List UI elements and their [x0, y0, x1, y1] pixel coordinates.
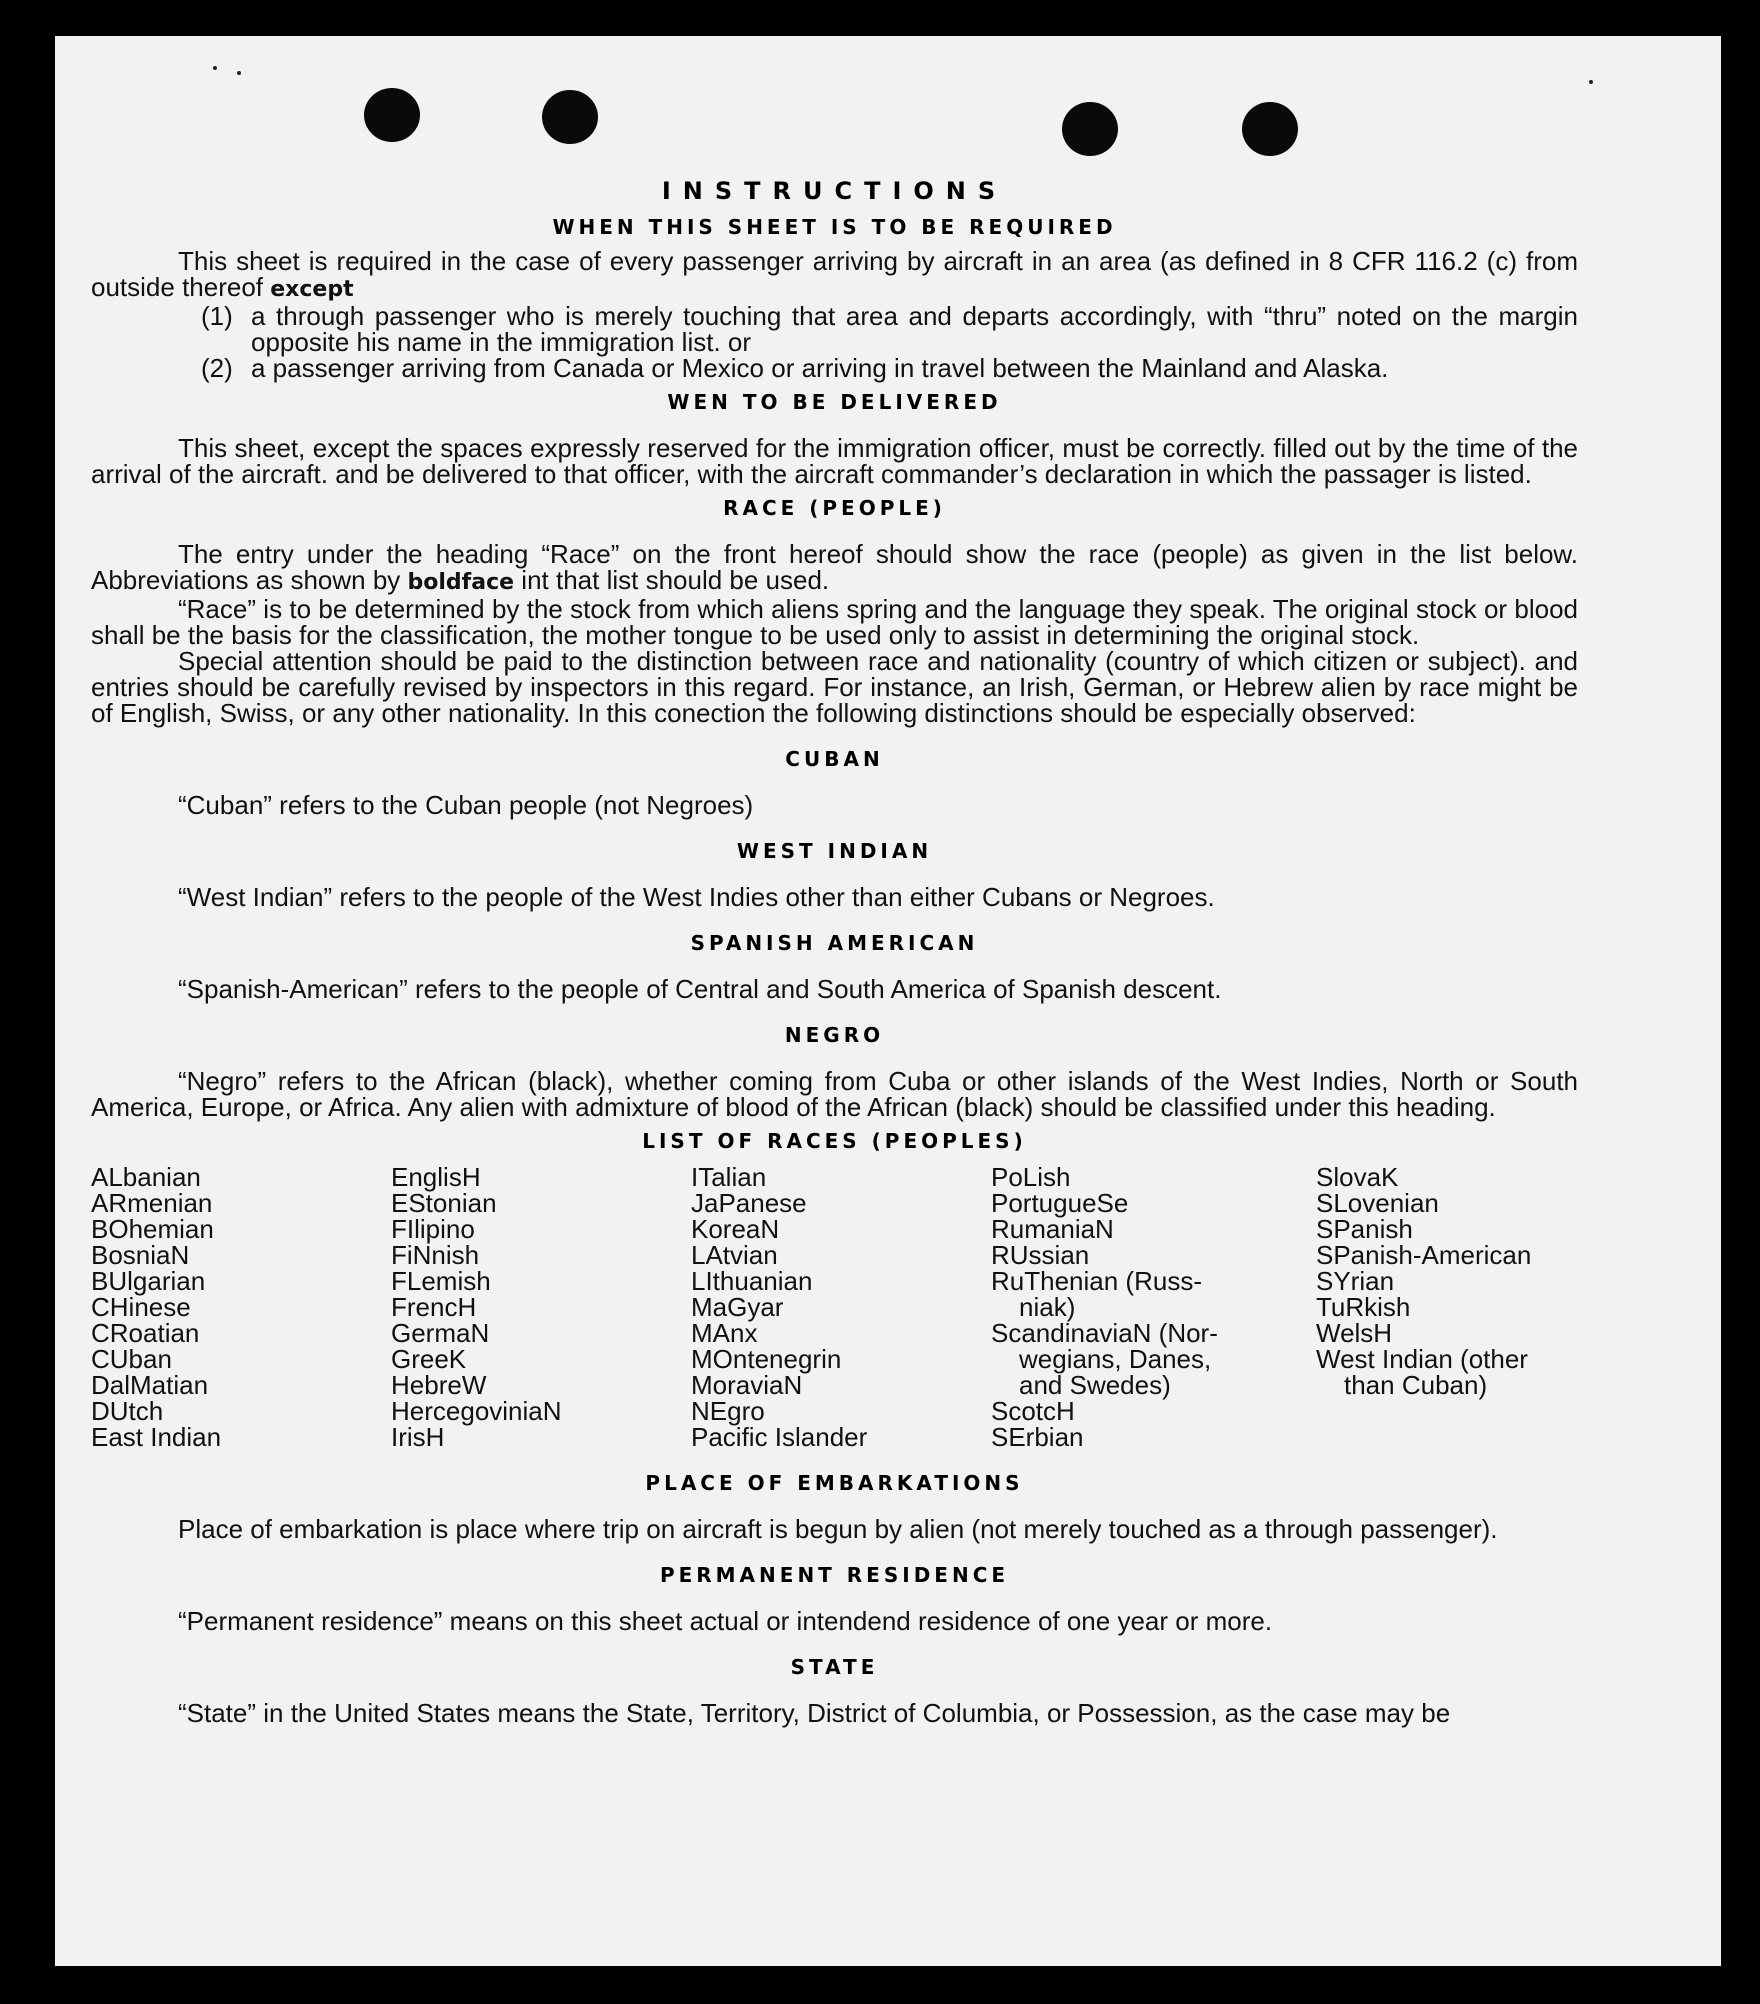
race-entry: SErbian — [991, 1422, 1084, 1452]
list-item — [91, 355, 1578, 381]
race-entry: SLovenian — [1316, 1188, 1439, 1218]
race-entry: Pacific Islander — [691, 1422, 868, 1452]
item-text: a through passenger who is merely touching that area and departs accordingly, with “thru” noted on the margin opposite his name in the immigration list. or — [251, 301, 1578, 357]
race-entry: HebreW — [391, 1370, 487, 1400]
delivered-text: This sheet, except the spaces expressly reserved for the immigration officer, must be correctly. filled out by the time of the arrival of the aircraft. and be delivered to that officer, with the aircraft commander’s declaration in which the passager is listed. — [91, 433, 1578, 489]
section-title-state: STATE — [790, 1655, 879, 1679]
race-entry: GreeK — [391, 1344, 467, 1374]
race-entry: ScotcH — [991, 1396, 1075, 1426]
race-entry: FiNnish — [391, 1240, 480, 1270]
punch-hole — [1242, 102, 1298, 156]
race-entry: TuRkish — [1316, 1292, 1411, 1322]
race-entry: KoreaN — [691, 1214, 780, 1244]
races-column — [91, 1164, 391, 1450]
embarkation-text: Place of embarkation is place where trip on aircraft is begun by alien (not merely touched as a through passenger). — [178, 1514, 1498, 1544]
item-number: (2) — [201, 353, 233, 383]
race-entry: ITalian — [691, 1162, 767, 1192]
race-p1-bold: boldface — [407, 570, 515, 595]
race-entry: RumaniaN — [991, 1214, 1114, 1244]
race-entry: WelsH — [1316, 1318, 1393, 1348]
list-item — [91, 303, 1578, 355]
race-entry: wegians, Danes, — [1019, 1344, 1212, 1374]
race-entry: BosniaN — [91, 1240, 190, 1270]
section-title-residence: PERMANENT RESIDENCE — [659, 1563, 1010, 1587]
punch-hole — [542, 90, 598, 144]
race-entry: ALbanian — [91, 1162, 201, 1192]
negro-text: “Negro” refers to the African (black), whether coming from Cuba or other islands of the West Indies, North or South America, Europe, or Africa. Any alien with admixture of blood of the African (black) should be classified under this heading. — [91, 1066, 1578, 1122]
race-entry: PoLish — [991, 1162, 1071, 1192]
section-title-west-indian: WEST INDIAN — [736, 839, 933, 863]
race-entry: MAnx — [691, 1318, 758, 1348]
race-entry: ARmenian — [91, 1188, 213, 1218]
punch-hole — [1062, 102, 1118, 156]
race-entry: East Indian — [91, 1422, 222, 1452]
speck — [213, 66, 217, 70]
race-entry: West Indian (other — [1316, 1344, 1528, 1374]
race-entry: PortugueSe — [991, 1188, 1129, 1218]
race-entry: FIlipino — [391, 1214, 475, 1244]
race-entry: CRoatian — [91, 1318, 200, 1348]
state-text: “State” in the United States means the State, Territory, District of Columbia, or Possession, as the case may be — [178, 1698, 1451, 1728]
item-number: (1) — [201, 301, 233, 331]
race-entry: BOhemian — [91, 1214, 214, 1244]
instructions-content — [91, 176, 1578, 1726]
section-title-races-list: LIST OF RACES (PEOPLES) — [642, 1129, 1027, 1153]
race-p1-text-b: int that list should be used. — [521, 565, 830, 595]
race-entry: IrisH — [391, 1422, 445, 1452]
required-intro — [91, 248, 1578, 303]
race-entry: JaPanese — [691, 1188, 807, 1218]
race-entry: EStonian — [391, 1188, 497, 1218]
race-entry: FLemish — [391, 1266, 491, 1296]
race-entry: MaGyar — [691, 1292, 784, 1322]
races-list — [91, 1164, 1578, 1450]
race-entry: niak) — [1019, 1292, 1076, 1322]
race-entry: ScandinaviaN (Nor- — [991, 1318, 1218, 1348]
race-entry: SlovaK — [1316, 1162, 1399, 1192]
section-title-cuban: CUBAN — [785, 747, 884, 771]
race-entry: EnglisH — [391, 1162, 481, 1192]
spanish-american-text: “Spanish-American” refers to the people of Central and South America of Spanish descent. — [178, 974, 1222, 1004]
race-entry: RUssian — [991, 1240, 1090, 1270]
race-entry: MoraviaN — [691, 1370, 803, 1400]
races-column — [691, 1164, 991, 1450]
punch-hole — [364, 88, 420, 142]
required-intro-bold: except — [270, 277, 354, 302]
section-title-delivered: WEN TO BE DELIVERED — [667, 390, 1002, 414]
speck — [237, 71, 241, 75]
race-entry: HercegoviniaN — [391, 1396, 562, 1426]
page-title: INSTRUCTIONS — [661, 177, 1008, 205]
section-title-required: WHEN THIS SHEET IS TO BE REQUIRED — [552, 215, 1117, 239]
race-entry: BUlgarian — [91, 1266, 206, 1296]
races-column — [1316, 1164, 1578, 1450]
section-title-embarkation: PLACE OF EMBARKATIONS — [645, 1471, 1024, 1495]
race-entry: SPanish — [1316, 1214, 1413, 1244]
race-paragraph-3: Special attention should be paid to the distinction between race and nationality (country of which citizen or subject). and entries should be carefully revised by inspectors in this regard. For instance, an Irish, German, or Hebrew alien by race might be of English, Swiss, or any other nationality. In this conection the following distinctions should be especially observed: — [91, 646, 1578, 728]
race-entry: CHinese — [91, 1292, 191, 1322]
section-title-negro: NEGRO — [784, 1023, 885, 1047]
race-entry: SPanish-American — [1316, 1240, 1532, 1270]
race-p1-text-a: The entry under the heading “Race” on the front hereof should show the race (people) as given in the list below. Abbreviations as shown by — [91, 539, 1578, 595]
race-entry: LIthuanian — [691, 1266, 813, 1296]
race-entry: DUtch — [91, 1396, 164, 1426]
race-entry: FrencH — [391, 1292, 477, 1322]
item-text: a passenger arriving from Canada or Mexico or arriving in travel between the Mainland and Alaska. — [251, 353, 1389, 383]
race-entry: SYrian — [1316, 1266, 1395, 1296]
race-entry: DalMatian — [91, 1370, 209, 1400]
residence-text: “Permanent residence” means on this sheet actual or intendend residence of one year or more. — [178, 1606, 1273, 1636]
races-column — [991, 1164, 1316, 1450]
document-page — [55, 36, 1721, 1966]
section-title-spanish-american: SPANISH AMERICAN — [690, 931, 979, 955]
race-entry: MOntenegrin — [691, 1344, 842, 1374]
race-entry: NEgro — [691, 1396, 765, 1426]
race-entry: GermaN — [391, 1318, 490, 1348]
cuban-text: “Cuban” refers to the Cuban people (not Negroes) — [178, 790, 754, 820]
race-paragraph-2: “Race” is to be determined by the stock from which aliens spring and the language they speak. The original stock or blood shall be the basis for the classification, the mother tongue to be used only to assist in determining the original stock. — [91, 594, 1578, 650]
race-entry: and Swedes) — [1019, 1370, 1171, 1400]
speck — [1589, 80, 1593, 84]
race-entry: CUban — [91, 1344, 172, 1374]
race-paragraph-1 — [91, 541, 1578, 596]
required-intro-text: This sheet is required in the case of every passenger arriving by aircraft in an area (as defined in 8 CFR 116.2 (c) from outside thereof — [91, 246, 1578, 302]
race-entry: RuThenian (Russ- — [991, 1266, 1202, 1296]
race-entry: than Cuban) — [1344, 1370, 1488, 1400]
races-column — [391, 1164, 691, 1450]
section-title-race: RACE (PEOPLE) — [723, 496, 946, 520]
west-indian-text: “West Indian” refers to the people of the West Indies other than either Cubans or Negroes. — [178, 882, 1215, 912]
race-entry: LAtvian — [691, 1240, 778, 1270]
